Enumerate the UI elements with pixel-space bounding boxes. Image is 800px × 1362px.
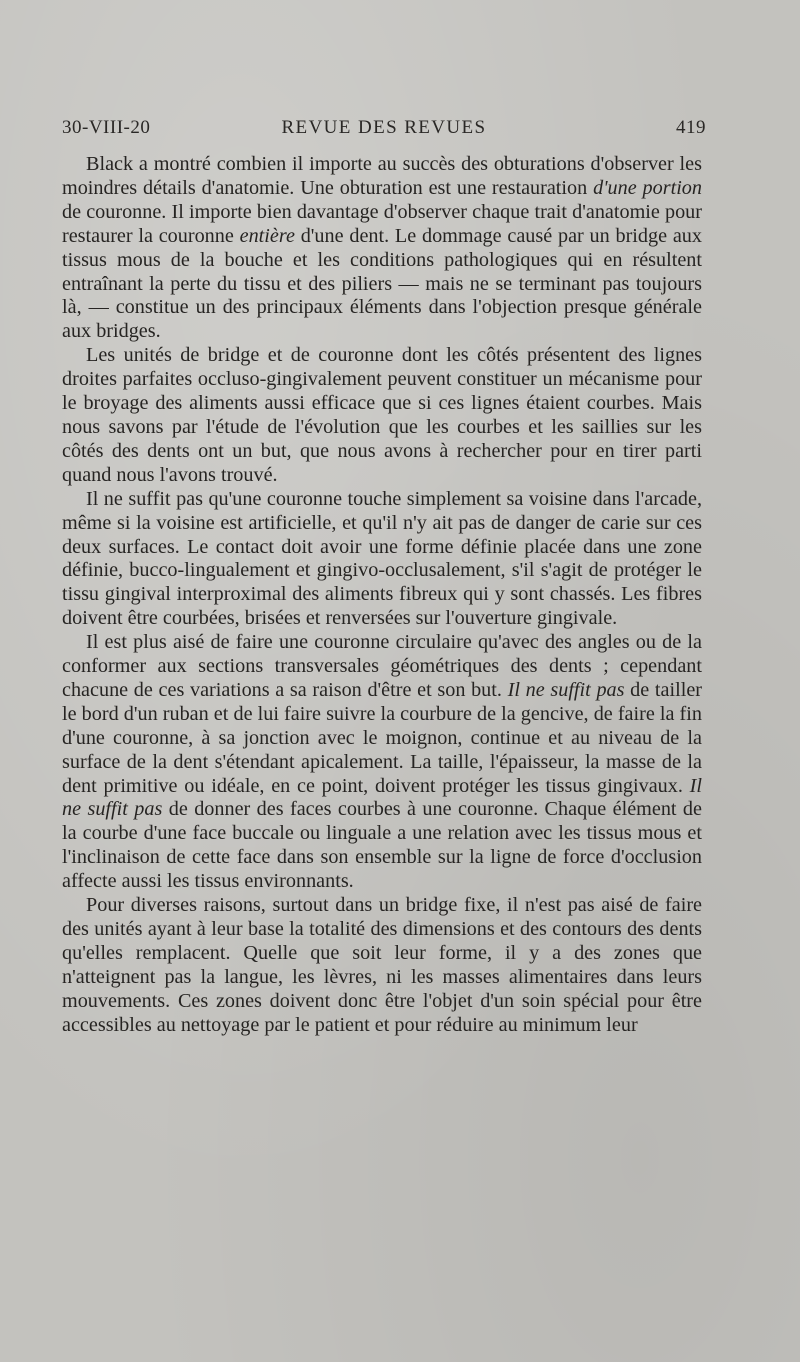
italic-segment: Il ne suffit pas: [507, 678, 625, 701]
paragraph-2: [62, 344, 702, 487]
text-segment: de tailler le bord d'un ruban et de lui faire suivre la courbure de la gencive, de faire la fin d'une couronne, à sa jonction avec le moignon, continue et au niveau de la surface de la dent s'étendant apicalement. La taille, l'épaisseur, la masse de la dent primitive ou idéale, en ce point, doivent protéger les tissus gingivaux.: [62, 678, 702, 797]
italic-segment: d'une portion: [593, 176, 702, 199]
running-header: [62, 117, 706, 145]
text-segment: Black a montré combien il importe au succès des obturations d'observer les moindres détails d'anatomie. Une obturation est une restauration: [62, 153, 702, 199]
header-title: REVUE DES REVUES: [281, 117, 487, 138]
text-segment: de couronne. Il importe bien davantage d'observer chaque trait d'anatomie pour restaurer la couronne: [62, 200, 702, 247]
paragraph-4: [62, 631, 702, 894]
header-date: 30-VIII-20: [62, 117, 151, 138]
text-segment: Il est plus aisé de faire une couronne circulaire qu'avec des angles ou de la conformer aux sections transversales géométriques des dents ; cependant chacune de ces variations a sa raison d'être et son but.: [62, 631, 702, 701]
page-number: 419: [676, 117, 706, 138]
paragraph-1: [62, 153, 702, 344]
article-body: [62, 153, 702, 1038]
text-segment: d'une dent. Le dommage causé par un bridge aux tissus mous de la bouche et les conditions pathologiques qui en résultent entraînant la perte du tissu et des piliers — mais ne se terminant pas toujours là, — constitue un des principaux éléments dans l'objection presque générale aux bridges.: [62, 224, 702, 343]
paragraph-5: [62, 894, 702, 1037]
italic-segment: entière: [239, 224, 295, 247]
text-segment: Les unités de bridge et de couronne dont les côtés présentent des lignes droites parfaites occluso-gingivalement peuvent constituer un mécanisme pour le broyage des aliments aussi efficace que si ces lignes étaient courbes. Mais nous savons par l'étude de l'évolution que les courbes et les saillies sur les côtés des dents ont un but, que nous avons à rechercher pour en tirer parti quand nous l'avons trouvé.: [62, 344, 702, 486]
text-segment: Il ne suffit pas qu'une couronne touche simplement sa voisine dans l'arcade, même si la voisine est artificielle, et qu'il n'y ait pas de danger de carie sur ces deux surfaces. Le contact doit avoir une forme définie placée dans une zone définie, bucco-lingualement et gingivo-occlusalement, s'il s'agit de protéger le tissu gingival interproximal des aliments fibreux qui y sont chassés. Les fibres doivent être courbées, brisées et renversées sur l'ouverture gingivale.: [62, 487, 702, 630]
text-segment: de donner des faces courbes à une couronne. Chaque élément de la courbe d'une face buccale ou linguale a une relation avec les tissus mous et l'inclinaison de cette face dans son ensemble sur la ligne de force d'occlusion affecte aussi les tissus environnants.: [62, 798, 702, 893]
paragraph-3: [62, 488, 702, 631]
italic-segment: Il ne suffit pas: [62, 774, 702, 821]
text-segment: Pour diverses raisons, surtout dans un bridge fixe, il n'est pas aisé de faire des unités ayant à leur base la totalité des dimensions et des contours des dents qu'elles remplacent. Quelle que soit leur forme, il y a des zones que n'atteignent pas la langue, les lèvres, ni les masses alimentaires dans leurs mouvements. Ces zones doivent donc être l'objet d'un soin spécial pour être accessibles au nettoyage par le patient et pour réduire au minimum leur: [62, 894, 702, 1036]
